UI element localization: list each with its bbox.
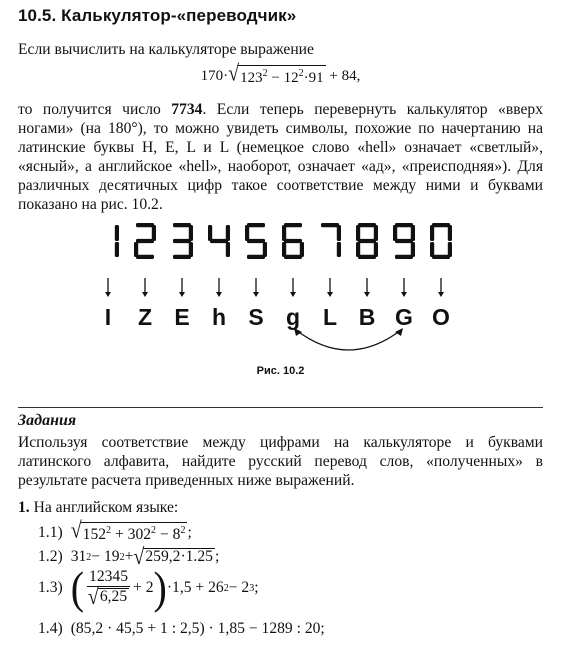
mapped-letter: I: [104, 304, 112, 330]
mapping-arrow: [105, 278, 111, 297]
mapped-letter: g: [285, 304, 301, 330]
formula-radicand: $123^2 - 12^2\cdot 91$: [238, 65, 325, 86]
mapped-letter: B: [358, 304, 376, 330]
mapping-arrow: [327, 278, 333, 297]
mapped-letter: O: [432, 304, 450, 330]
radical-sign: √: [228, 61, 240, 87]
tasks-heading: Задания: [18, 412, 77, 429]
tasks-paragraph: Используя соответствие между цифрами на калькуляторе и буквами латинского алфавита, найдите русский перевод слов, «полученных» в результате расчета приведенных ниже выражений.: [18, 434, 543, 489]
section-title: 10.5. Калькулятор-«переводчик»: [18, 6, 297, 25]
mapped-letter: L: [322, 304, 338, 330]
seven-segment-digit: [321, 223, 341, 257]
seven-segment-digit: [115, 225, 119, 257]
mapping-arrow: [290, 278, 296, 297]
task-group-1: 1. На английском языке:: [18, 499, 179, 516]
exercise-1-3-fraction: 12345 √ 6,25: [87, 568, 128, 610]
seven-segment-digit: [134, 223, 156, 259]
exercise-1-2-sqrt: √ 259,2·1.25: [133, 544, 213, 570]
intro-paragraph: Если вычислить на калькуляторе выражение: [18, 41, 314, 58]
digit-letter-figure: [0, 220, 561, 365]
explanation-paragraph: то получится число 7734. Если теперь перевернуть калькулятор «вверх ногами» (на 180°), то можно увидеть символы, похожие по начертанию на латинские буквы H, E, L и L (немецкое слово «hell» означает «светлый», «ясный», а английское «hell», наоборот, означает «ад», «преисподняя»). Для различных десятичных цифр такое соответствие между ними и буквами показано на рис. 10.2.: [18, 101, 544, 213]
mapped-letter: G: [395, 304, 413, 330]
section-divider: [18, 407, 543, 408]
mapped-letter: E: [174, 304, 190, 330]
formula-suffix: + 84,: [325, 68, 361, 84]
formula-prefix: 170·: [200, 68, 229, 84]
seven-segment-digit: [245, 223, 267, 259]
seven-segment-digit: [393, 223, 415, 259]
seven-segment-digit: [208, 225, 230, 257]
formula-sqrt: [228, 61, 325, 87]
seven-segment-digit: [282, 223, 304, 259]
seven-segment-digit: [173, 223, 193, 259]
exercise-1-3: 1.3) ( 12345 √ 6,25 + 2 ) ·1,5 + 26 2 − 2 3 ;: [38, 561, 259, 614]
exercise-1-2: 1.2) 31 2 − 19 2 + √ 259,2·1.25 ;: [38, 544, 220, 570]
seven-segment-digit: [356, 223, 378, 259]
exercise-1-1-sqrt: √ $152^2 + 302^2 - 8^2$: [70, 518, 186, 544]
mapping-arrow: [142, 278, 148, 297]
figure-caption: Рис. 10.2: [256, 365, 305, 377]
mapped-letter: S: [248, 304, 264, 330]
curved-double-arrow: [294, 328, 403, 350]
exercise-1-4: 1.4) (85,2 · 45,5 + 1 : 2,5) · 1,85 − 1289 : 20;: [38, 620, 325, 637]
mapping-arrow: [364, 278, 370, 297]
mapping-arrow: [253, 278, 259, 297]
exercise-1-1: 1.1) √ $152^2 + 302^2 - 8^2$ ;: [38, 518, 192, 544]
mapped-letter: h: [211, 304, 227, 330]
mapping-arrow: [179, 278, 185, 297]
mapped-letter: Z: [137, 304, 153, 330]
mapping-arrow: [216, 278, 222, 297]
mapping-arrow: [438, 278, 444, 297]
result-number: 7734: [171, 101, 203, 118]
formula: [0, 61, 561, 87]
exercise-1-3-bracket: ( 12345 √ 6,25 + 2 ): [70, 561, 167, 614]
mapping-arrow: [401, 278, 407, 297]
seven-segment-digit: [430, 223, 452, 259]
